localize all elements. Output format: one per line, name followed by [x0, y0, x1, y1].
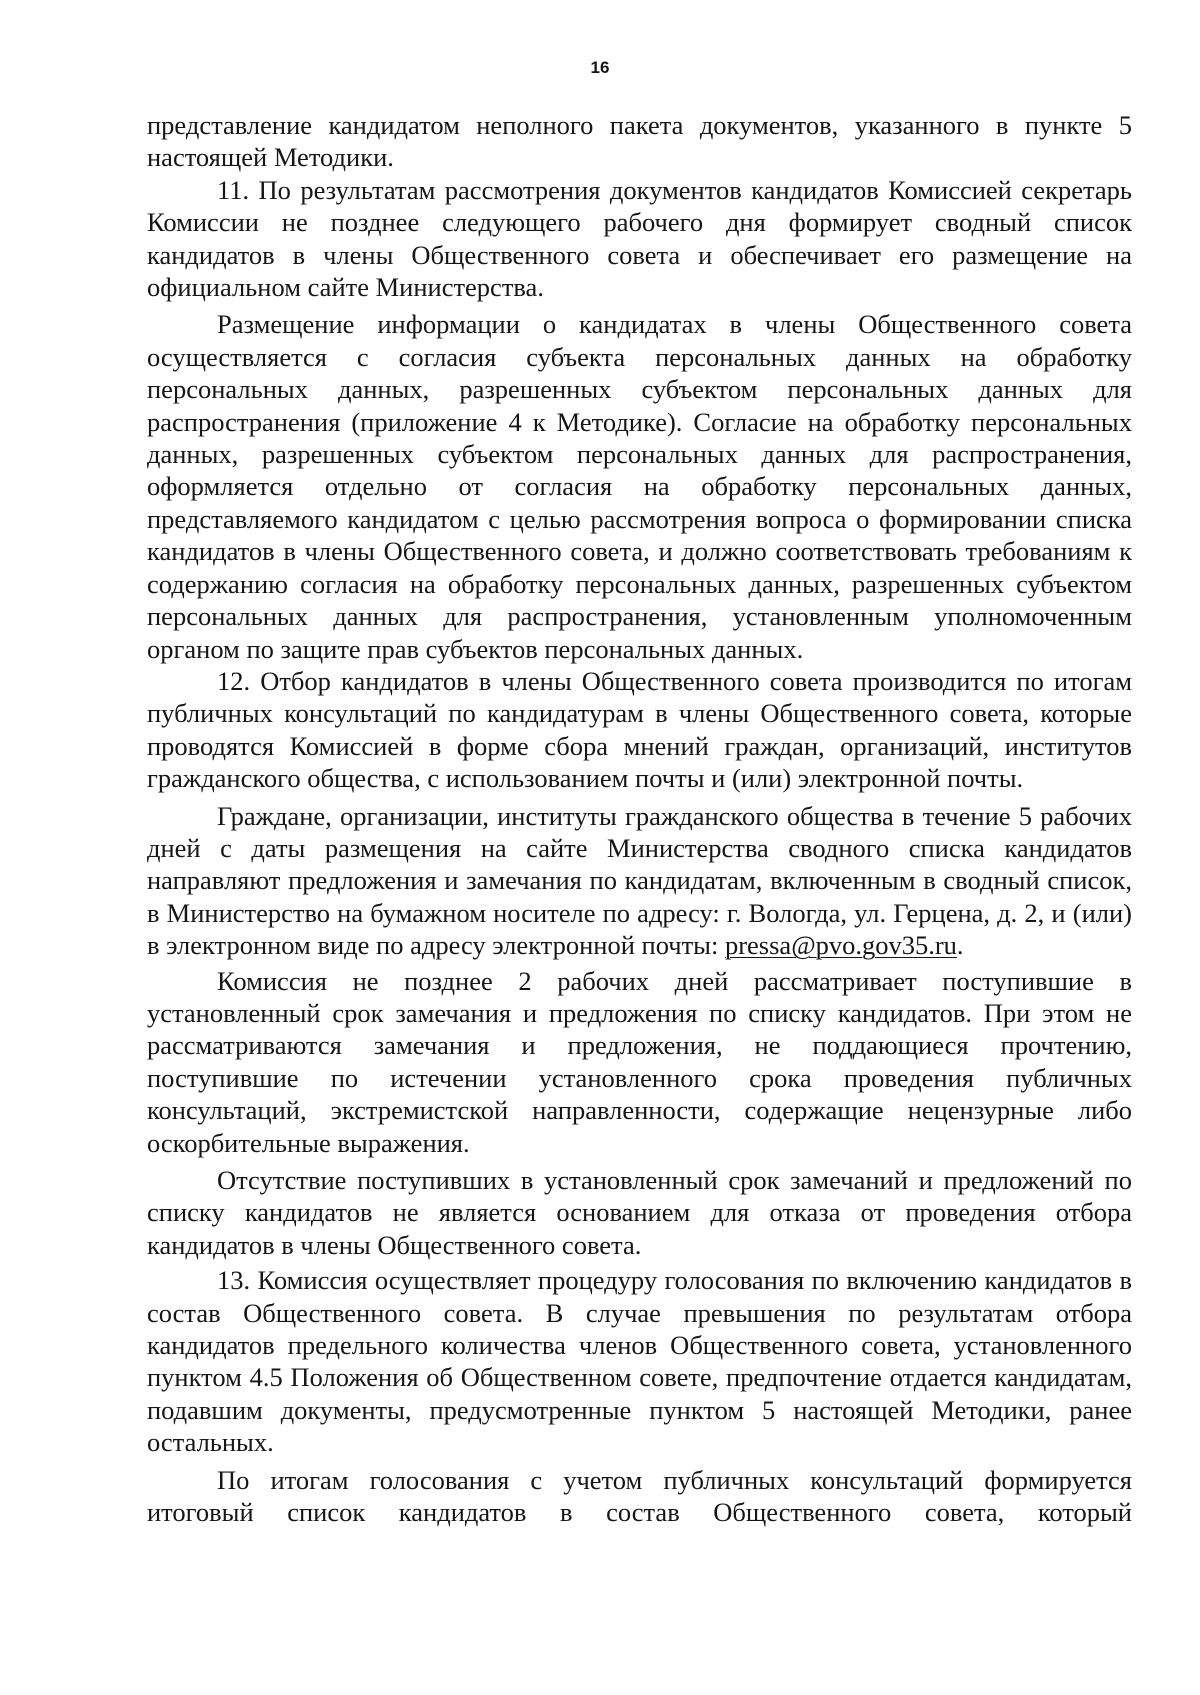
paragraph-continuation: представление кандидатом неполного пакета документов, указанного в пункте 5 настоящей Методики. — [147, 110, 1132, 173]
paragraph-item-13: 13. Комиссия осуществляет процедуру голосования по включению кандидатов в состав Общественного совета. В случае превышения по результатам отбора кандидатов предельного количества членов Общественного совета, установленного пунктом 4.5 Положения об Общественном совете, предпочтение отдается кандидатам, подавшим документы, предусмотренные пунктом 5 настоящей Методики, ранее остальных. — [147, 1265, 1132, 1458]
page-number: 16 — [590, 58, 610, 77]
email-link[interactable]: pressa@pvo.gov35.ru — [724, 930, 957, 961]
paragraph-review: Комиссия не позднее 2 рабочих дней рассматривает поступившие в установленный срок замечания и предложения по списку кандидатов. При этом не рассматриваются замечания и предложения, не поддающиеся прочтению, поступившие по истечении установленного срока проведения публичных консультаций, экстремистской направленности, содержащие нецензурные либо оскорбительные выражения. — [147, 965, 1132, 1158]
paragraph-item-12: 12. Отбор кандидатов в члены Общественного совета производится по итогам публичных консультаций по кандидатурам в члены Общественного совета, которые проводятся Комиссией в форме сбора мнений граждан, организаций, институтов гражданского общества, с использованием почты и (или) электронной почты. — [147, 665, 1132, 794]
paragraph-final-list: По итогам голосования с учетом публичных консультаций формируется итоговый список кандидатов в состав Общественного совета, который — [147, 1464, 1132, 1528]
paragraph-absence: Отсутствие поступивших в установленный срок замечаний и предложений по списку кандидатов не является основанием для отказа от проведения отбора кандидатов в члены Общественного совета. — [147, 1165, 1132, 1260]
submission-text: Граждане, организации, институты гражданского общества в течение 5 рабочих дней с даты размещения на сайте Министерства сводного списка кандидатов направляют предложения и замечания по кандидатам, включенным в сводный список, в Министерство на бумажном носителе по адресу: г. Вологда, ул. Герцена, д. 2, и (или) в электронном виде по адресу электронной почты: — [147, 800, 1132, 961]
document-body — [147, 109, 1132, 1528]
paragraph-item-11: 11. По результатам рассмотрения документов кандидатов Комиссией секретарь Комиссии не позднее следующего рабочего дня формирует сводный список кандидатов в члены Общественного совета и обеспечивает его размещение на официальном сайте Министерства. — [147, 174, 1132, 303]
paragraph-submission — [147, 800, 1132, 962]
email-suffix: . — [956, 930, 964, 961]
paragraph-consent: Размещение информации о кандидатах в члены Общественного совета осуществляется с согласия субъекта персональных данных на обработку персональных данных, разрешенных субъектом персональных данных для распространения (приложение 4 к Методике). Согласие на обработку персональных данных, разрешенных субъектом персональных данных для распространения, оформляется отдельно от согласия на обработку персональных данных, представляемого кандидатом с целью рассмотрения вопроса о формировании списка кандидатов в члены Общественного совета, и должно соответствовать требованиям к содержанию согласия на обработку персональных данных, разрешенных субъектом персональных данных для распространения, установленным уполномоченным органом по защите прав субъектов персональных данных. — [147, 309, 1132, 664]
